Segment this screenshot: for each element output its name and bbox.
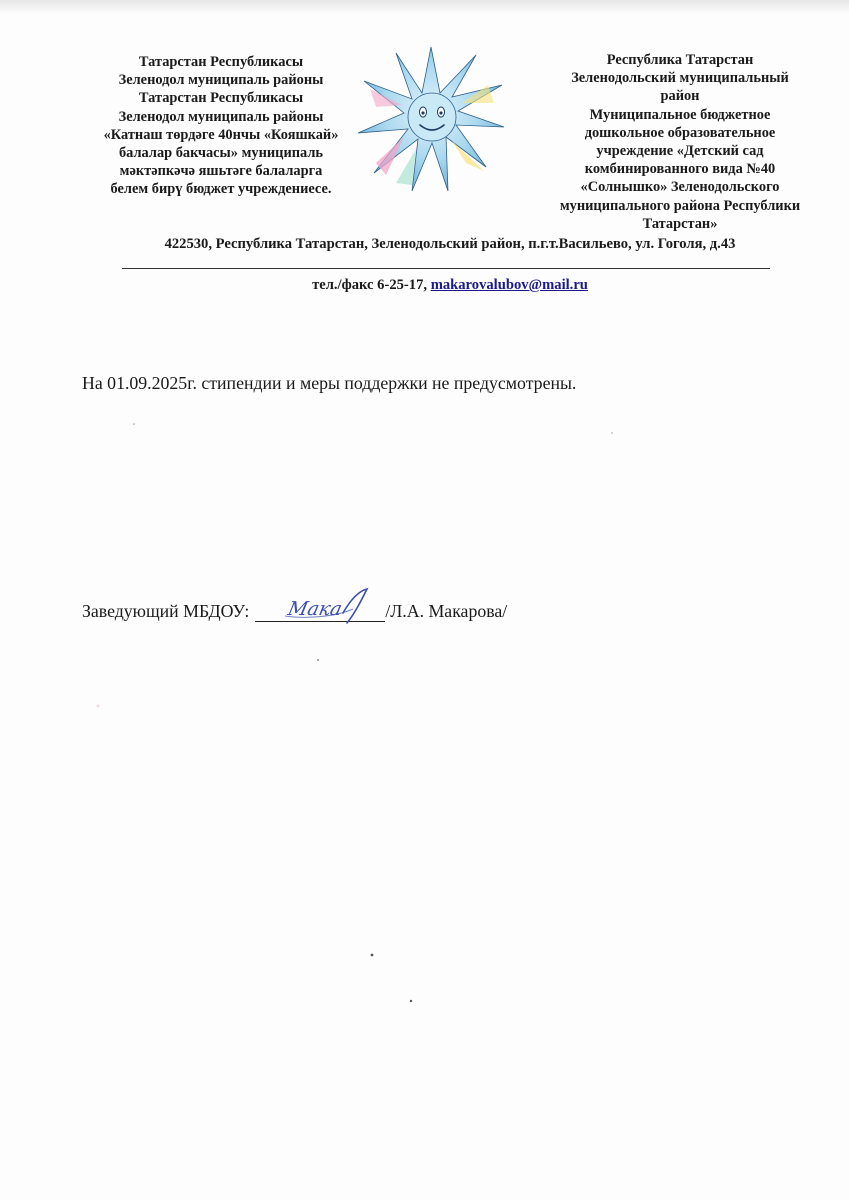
header-left-tatar — [85, 53, 357, 199]
header-left-line: Татарстан Республикасы — [138, 54, 304, 70]
phone-fax: тел./факс 6-25-17, — [312, 277, 431, 293]
header-right-line: Зеленодольский муниципальный — [571, 70, 789, 87]
header-left-line: Зеленодол муниципаль районы — [118, 72, 324, 89]
header-right-line: дошкольное образовательное — [584, 124, 776, 141]
handwritten-signature — [255, 587, 395, 627]
email-link[interactable]: makarovalubov@mail.ru — [430, 277, 588, 293]
header-right-russian — [535, 51, 825, 233]
header-left-line: Зеленодол муниципаль районы — [118, 108, 324, 125]
scan-shadow — [0, 0, 849, 14]
header-left-line: балалар бакчасы» муниципаль — [118, 145, 324, 162]
signatory-name: /Л.А. Макарова/ — [385, 601, 508, 621]
header-right-line: Татарстан» — [642, 215, 718, 232]
header-right-line: район — [660, 88, 700, 105]
header-right-line: комбинированного вида №40 — [584, 161, 776, 178]
header-right-line: Республика Татарстан — [606, 52, 754, 68]
header-right-line: учреждение «Детский сад — [596, 143, 764, 160]
header-right-line: Муниципальное бюджетное — [589, 106, 771, 123]
header-left-line: Татарстан Республикасы — [138, 90, 304, 107]
header-right-line: «Солнышко» Зеленодольского — [580, 179, 780, 196]
signature-block — [82, 597, 507, 622]
signature-lettering: Мака — [286, 597, 345, 620]
header-right-line: муниципального района Республики — [559, 197, 801, 214]
signatory-role: Заведующий МБДОУ: — [82, 601, 250, 621]
contact-line — [110, 277, 790, 294]
organization-address: 422530, Республика Татарстан, Зеленодольский район, п.г.т.Васильево, ул. Гоголя, д.43 — [164, 236, 736, 252]
body-statement: На 01.09.2025г. стипендии и меры поддержки не предусмотрены. — [82, 373, 577, 393]
header-left-line: «Катнаш төрдәге 40нчы «Кояшкай» — [103, 126, 339, 143]
header-left-line: белем бирү бюджет учреждениесе. — [110, 181, 332, 198]
sun-mascot-icon — [356, 45, 506, 195]
header-divider — [122, 268, 770, 269]
header-left-line: мәктәпкәчә яшьтәге балаларга — [119, 163, 323, 180]
signature-line — [255, 597, 385, 622]
